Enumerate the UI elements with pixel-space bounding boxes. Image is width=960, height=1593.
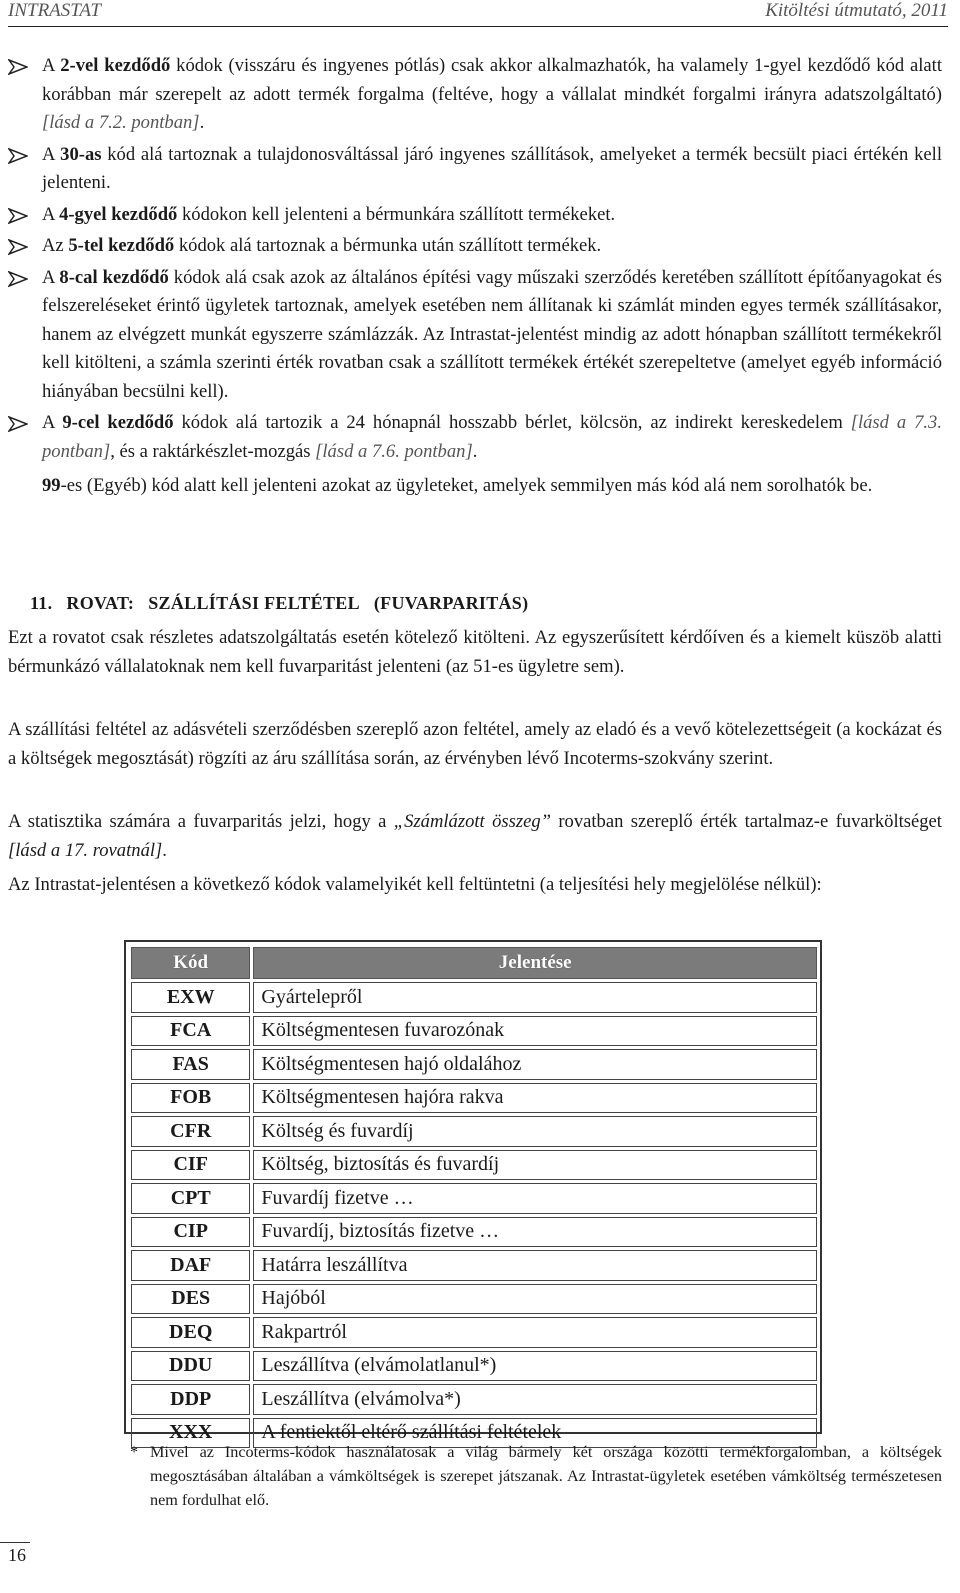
column-header-code: Kód — [131, 947, 250, 979]
section-heading — [30, 593, 528, 614]
footnote — [130, 1440, 942, 1512]
note-text: -es (Egyéb) kód alatt kell jelenteni azokat az ügyleteket, amelyek semmilyen más kód alá nem sorolhatók be. — [60, 475, 873, 496]
meaning-cell: Hajóból — [253, 1284, 817, 1315]
arrow-bullet-icon — [8, 416, 28, 432]
code-cell: EXW — [131, 982, 250, 1013]
meaning-cell: Költség, biztosítás és fuvardíj — [253, 1150, 817, 1181]
meaning-cell: Költség és fuvardíj — [253, 1116, 817, 1147]
bullet-text: . — [199, 112, 205, 133]
table-row — [131, 1116, 817, 1147]
meaning-cell: Leszállítva (elvámolatlanul*) — [253, 1351, 817, 1382]
meaning-cell: A fentiektől eltérő szállítási feltételek — [253, 1418, 817, 1449]
bullet-text: kódok alá tartoznak a bérmunka után szállított termékek. — [174, 235, 602, 256]
bullet-text: A — [42, 55, 61, 76]
bullet-bold: 2-vel kezdődő — [60, 55, 171, 76]
cross-reference: [lásd a 7.3. pontban] — [42, 412, 942, 462]
bullet-bold: 9-cel kezdődő — [62, 412, 174, 433]
code-cell: DES — [131, 1284, 250, 1315]
bullet-text: Az — [42, 235, 69, 256]
table-header-row — [131, 947, 817, 979]
table-row — [131, 1317, 817, 1348]
bullet-text: kódok alá tartozik a 24 hónapnál hosszabb bérlet, kölcsön, az indirekt kereskedelem — [173, 412, 851, 433]
bullet-text: . — [472, 440, 478, 462]
table-row — [131, 1083, 817, 1114]
arrow-bullet-icon — [8, 148, 28, 164]
bullet-bold: 8-cal kezdődő — [59, 266, 169, 288]
bullet-text: kód alá tartoznak a tulajdonosváltással járó ingyenes szállítások, amelyeket a termék becsült piaci értékén kell jelenteni. — [42, 143, 942, 193]
code-cell: DAF — [131, 1250, 250, 1281]
code-cell: FCA — [131, 1016, 250, 1047]
code-cell: XXX — [131, 1418, 250, 1449]
table-row — [131, 1150, 817, 1181]
section-number: 11. — [30, 593, 53, 613]
bullet-item — [8, 201, 942, 230]
code-cell: FOB — [131, 1083, 250, 1114]
paragraph-text: rovatban szereplő érték tartalmaz-e fuvarköltséget — [550, 811, 942, 832]
code-cell: CIF — [131, 1150, 250, 1181]
bullet-text: , és a raktárkészlet-mozgás — [110, 440, 316, 462]
meaning-cell: Határra leszállítva — [253, 1250, 817, 1281]
table-row — [131, 1250, 817, 1281]
bullet-text: A — [42, 203, 60, 225]
bullet-list — [8, 52, 942, 504]
bullet-item — [8, 232, 942, 261]
bullet-bold: 4-gyel kezdődő — [59, 203, 178, 225]
cross-reference: [lásd a 7.2. pontban] — [42, 112, 200, 133]
footnote-text: Mivel az Incoterms-kódok használatosak a világ bármely két országa közötti termékforgalomban, a költségek megosztásában általában a vámköltségek is szerepet játszanak. Az Intrastat-ügyletek esetében vámköltség természetesen nem fordulhat elő. — [150, 1443, 942, 1509]
meaning-cell: Rakpartról — [253, 1317, 817, 1348]
bullet-text: A — [42, 143, 61, 165]
bullet-text: kódok (visszáru és ingyenes pótlás) csak akkor alkalmazhatók, ha valamely 1-gyel kezdődő kód alatt korábban már szerepelt az adott termék forgalma (feltéve, hogy a vállalat mindkét forgalmi irányra adatszolgáltató) — [42, 55, 942, 105]
bullet-bold: 30-as — [60, 143, 102, 165]
table-row — [131, 1183, 817, 1214]
meaning-cell: Költségmentesen fuvarozónak — [253, 1016, 817, 1047]
paragraph-italic: „Számlázott összeg” — [393, 811, 551, 832]
bullet-item — [8, 409, 942, 466]
header-subtitle: Kitöltési útmutató, 2011 — [765, 0, 948, 21]
incoterms-table-frame — [124, 940, 822, 1444]
cross-reference: [lásd a 17. rovatnál] — [8, 839, 163, 861]
paragraph-4: Az Intrastat-jelentésen a következő kódok valamelyikét kell feltüntetni (a teljesítési hely megjelölése nélkül): — [8, 874, 822, 895]
code-cell: DDU — [131, 1351, 250, 1382]
bullet-item — [8, 52, 942, 138]
meaning-cell: Fuvardíj, biztosítás fizetve … — [253, 1217, 817, 1248]
bullet-item — [8, 264, 942, 407]
paragraph-text: . — [162, 839, 167, 861]
section-subtitle: (FUVARPARITÁS) — [373, 593, 529, 613]
table-row — [131, 1284, 817, 1315]
incoterms-table — [128, 944, 820, 1451]
code-cell: DEQ — [131, 1317, 250, 1348]
note-bold: 99 — [42, 475, 61, 496]
arrow-bullet-icon — [8, 239, 28, 255]
paragraph-1: Ezt a rovatot csak részletes adatszolgáltatás esetén kötelező kitölteni. Az egyszerűsített kérdőíven és a kiemelt küszöb alatti bérmunkázó vállalatoknak nem kell fuvarparitást jelenteni (az 51-es ügyletre sem). — [8, 627, 942, 677]
table-row — [131, 1351, 817, 1382]
bullet-text: A — [42, 266, 60, 288]
table-row — [131, 1384, 817, 1415]
page-number-rule — [0, 1542, 30, 1543]
column-header-meaning: Jelentése — [253, 947, 817, 979]
code-cell: DDP — [131, 1384, 250, 1415]
page-number: 16 — [8, 1545, 26, 1565]
meaning-cell: Költségmentesen hajó oldalához — [253, 1049, 817, 1080]
table-row — [131, 982, 817, 1013]
meaning-cell: Gyártelepről — [253, 982, 817, 1013]
footnote-marker: * — [130, 1443, 139, 1461]
note-99 — [8, 472, 942, 501]
meaning-cell: Fuvardíj fizetve … — [253, 1183, 817, 1214]
arrow-bullet-icon — [8, 59, 28, 75]
table-row — [131, 1016, 817, 1047]
header-title: INTRASTAT — [8, 0, 101, 21]
cross-reference: [lásd a 7.6. pontban] — [315, 440, 473, 462]
arrow-bullet-icon — [8, 271, 28, 287]
code-cell: CFR — [131, 1116, 250, 1147]
code-cell: CIP — [131, 1217, 250, 1248]
bullet-text: kódokon kell jelenteni a bérmunkára szállított termékeket. — [177, 203, 616, 225]
code-cell: FAS — [131, 1049, 250, 1080]
meaning-cell: Költségmentesen hajóra rakva — [253, 1083, 817, 1114]
bullet-bold: 5-tel kezdődő — [68, 235, 175, 256]
meaning-cell: Leszállítva (elvámolva*) — [253, 1384, 817, 1415]
code-cell: CPT — [131, 1183, 250, 1214]
paragraph-3 — [8, 808, 942, 865]
section-label: ROVAT: — [66, 593, 135, 613]
bullet-text: A — [42, 412, 63, 433]
paragraph-2: A szállítási feltétel az adásvételi szerződésben szereplő azon feltétel, amely az eladó és a vevő kötelezettségeit (a kockázat és a költségek megosztását) rögzíti az áru szállítása során, az érvényben lévő Incoterms-szokvány szerint. — [8, 719, 942, 769]
bullet-item — [8, 141, 942, 198]
paragraph-text: A statisztika számára a fuvarparitás jelzi, hogy a — [8, 811, 394, 832]
table-row — [131, 1049, 817, 1080]
section-title: SZÁLLÍTÁSI FELTÉTEL — [148, 593, 360, 613]
arrow-bullet-icon — [8, 208, 28, 224]
page-header — [8, 0, 948, 27]
bullet-text: kódok alá csak azok az általános építési vagy műszaki szerződés keretében szállított építőanyagokat és felszereléseket érintő ügyletek tartoznak, amelyek esetében nem állítanak ki számlát minden egyes termék szállításakor, hanem az elvégzett munkát egyszerre számlázzák. Az Intrastat-jelentést mindig az adott hónapban szállított termékekről kell kitölteni, a számla szerinti érték rovatban csak a szállított termékek értékét szerepeltetve (amelyet egyéb információ hiányában becsülni kell). — [42, 266, 943, 402]
table-row — [131, 1217, 817, 1248]
